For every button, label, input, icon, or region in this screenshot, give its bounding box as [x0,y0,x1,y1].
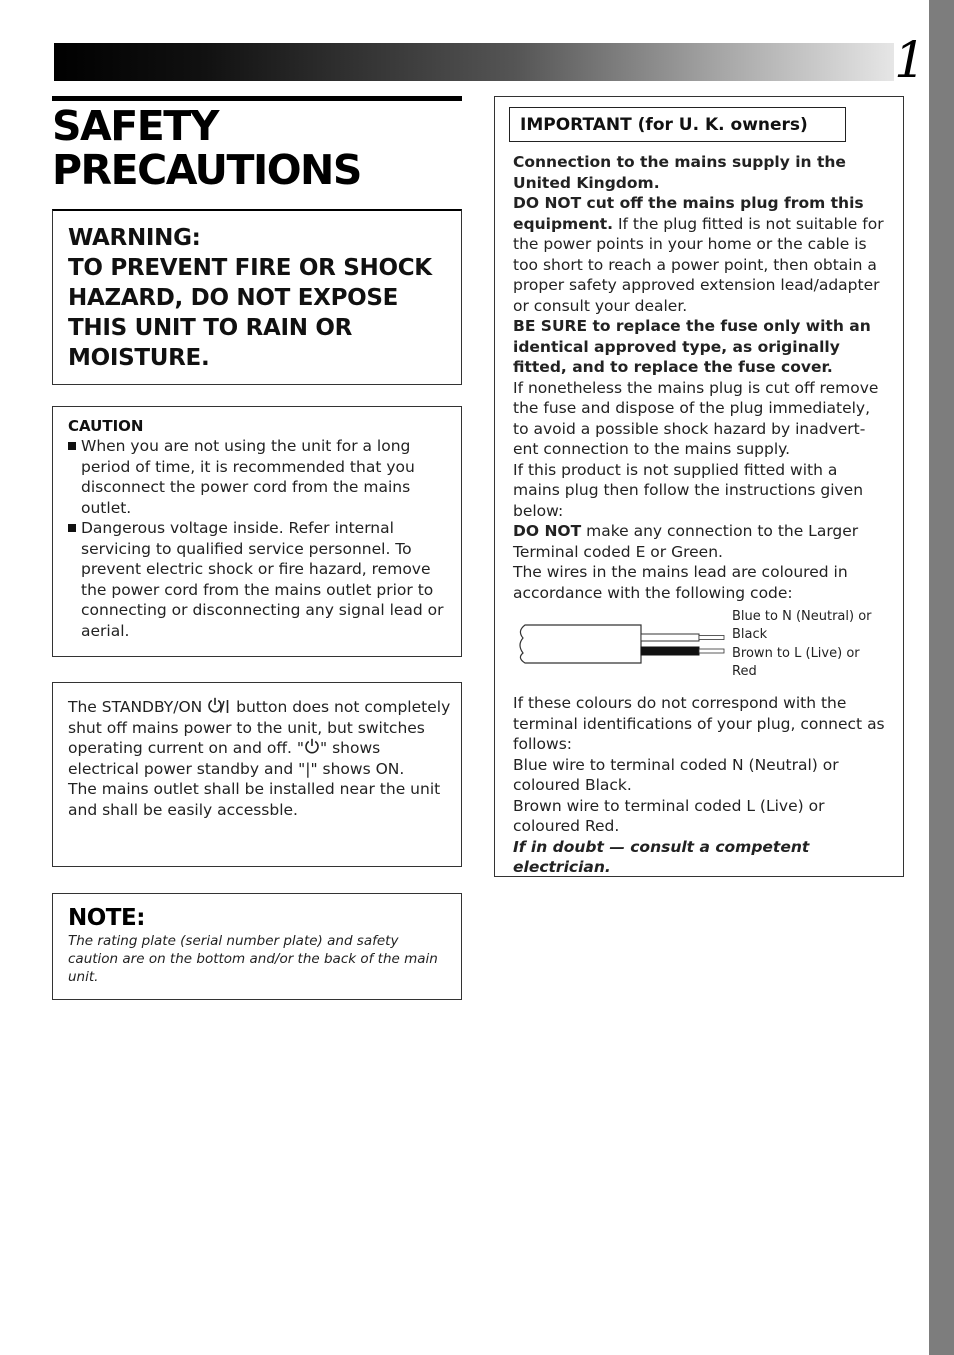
mains-outlet-paragraph: The mains outlet shall be installed near the unit and shall be easily accessble. [68,780,441,819]
if-not-correspond-paragraph: If these colours do not correspond with the terminal identifications of your plug, connect as follows: [513,694,885,753]
do-not-cut-paragraph [513,193,888,316]
standby-text-4: " shows ON. [310,759,405,778]
if-in-doubt-paragraph: If in doubt — consult a competent electrician. [513,837,810,876]
page-title-line1: SAFETY [52,102,218,150]
warning-box [52,209,462,385]
note-title: NOTE: [68,905,145,931]
uk-owners-box [494,96,904,877]
warning-line: TO PREVENT FIRE OR SHOCK [68,255,432,281]
not-supplied-paragraph: If this product is not supplied fitted with a mains plug then follow the instructions given below: [513,460,864,520]
warning-text [68,223,451,373]
uk-heading: IMPORTANT (for U. K. owners) [509,107,846,142]
uk-content [513,152,888,878]
mains-lead-illustration [513,603,727,689]
be-sure-paragraph: BE SURE to replace the fuse only with an identical approved type, as originally fitted, and to replace the fuse cover. [513,317,871,376]
caution-box [52,406,462,657]
warning-line: WARNING: [68,225,201,251]
blue-wire-label: Blue to N (Neutral) or Black [732,609,872,642]
bullet-square-icon [68,442,76,450]
caution-item [68,518,451,641]
page-title-line2: PRECAUTIONS [52,146,361,194]
caution-item-text: Dangerous voltage inside. Refer internal servicing to qualified service personnel. To prevent electric shock or fire hazard, remove the power cord from the mains outlet prior to connecting or disconnecting any signal lead or aerial. [81,519,444,640]
warning-line: MOISTURE. [68,345,210,371]
blue-wire-paragraph: Blue wire to terminal coded N (Neutral) or coloured Black. [513,755,839,794]
do-not-bold: DO NOT [513,522,582,540]
page-edge-tab [929,0,954,1355]
do-not-cut-bold: DO NOT cut off the mains plug from this equipment. [513,194,864,233]
caution-item [68,436,451,518]
nonetheless-paragraph: If nonetheless the mains plug is cut off remove the fuse and dispose of the plug immediately, to avoid a possible shock hazard by inadvert-ent connection to the mains supply. [513,378,879,458]
header-gradient-bar [54,43,894,81]
page-title [52,104,472,192]
standby-on-icon [207,698,231,716]
wires-coloured-paragraph: The wires in the mains lead are coloured in accordance with the following code: [513,563,848,602]
standby-text-3: " shows electrical power standby and " [68,739,381,778]
note-text: The rating plate (serial number plate) and safety caution are on the bottom and/or the back of the main unit. [68,933,438,985]
page-number: 1 [894,31,926,89]
connection-title: Connection to the mains supply in the United Kingdom. [513,153,846,192]
brown-wire-paragraph: Brown wire to terminal coded L (Live) or coloured Red. [513,796,825,835]
standby-text-2: button does not completely shut off mains power to the unit, but switches operating current on and off. " [68,698,451,757]
do-not-rest: make any connection to the Larger Terminal coded E or Green. [513,522,859,561]
note-box [52,893,462,1000]
standby-paragraph [68,697,451,779]
bullet-square-icon [68,524,76,532]
caution-title: CAUTION [68,417,144,435]
brown-wire-label: Brown to L (Live) or Red [732,646,860,679]
do-not-connect-paragraph [513,521,888,562]
on-bar-glyph: | [305,759,311,778]
standby-text-1: The STANDBY/ON [68,698,203,716]
standby-box [52,682,462,867]
warning-line: THIS UNIT TO RAIN OR [68,315,353,341]
mains-lead-diagram [513,603,888,689]
caution-item-text: When you are not using the unit for a long period of time, it is recommended that you disconnect the power cord from the mains outlet. [81,437,415,517]
standby-power-icon [304,739,320,757]
title-rule [52,96,462,101]
do-not-cut-rest: If the plug fitted is not suitable for the power points in your home or the cable is too short to reach a power point, then obtain a proper safety approved extension lead/adapter or consult your dealer. [513,214,884,315]
warning-line: HAZARD, DO NOT EXPOSE [68,285,399,311]
